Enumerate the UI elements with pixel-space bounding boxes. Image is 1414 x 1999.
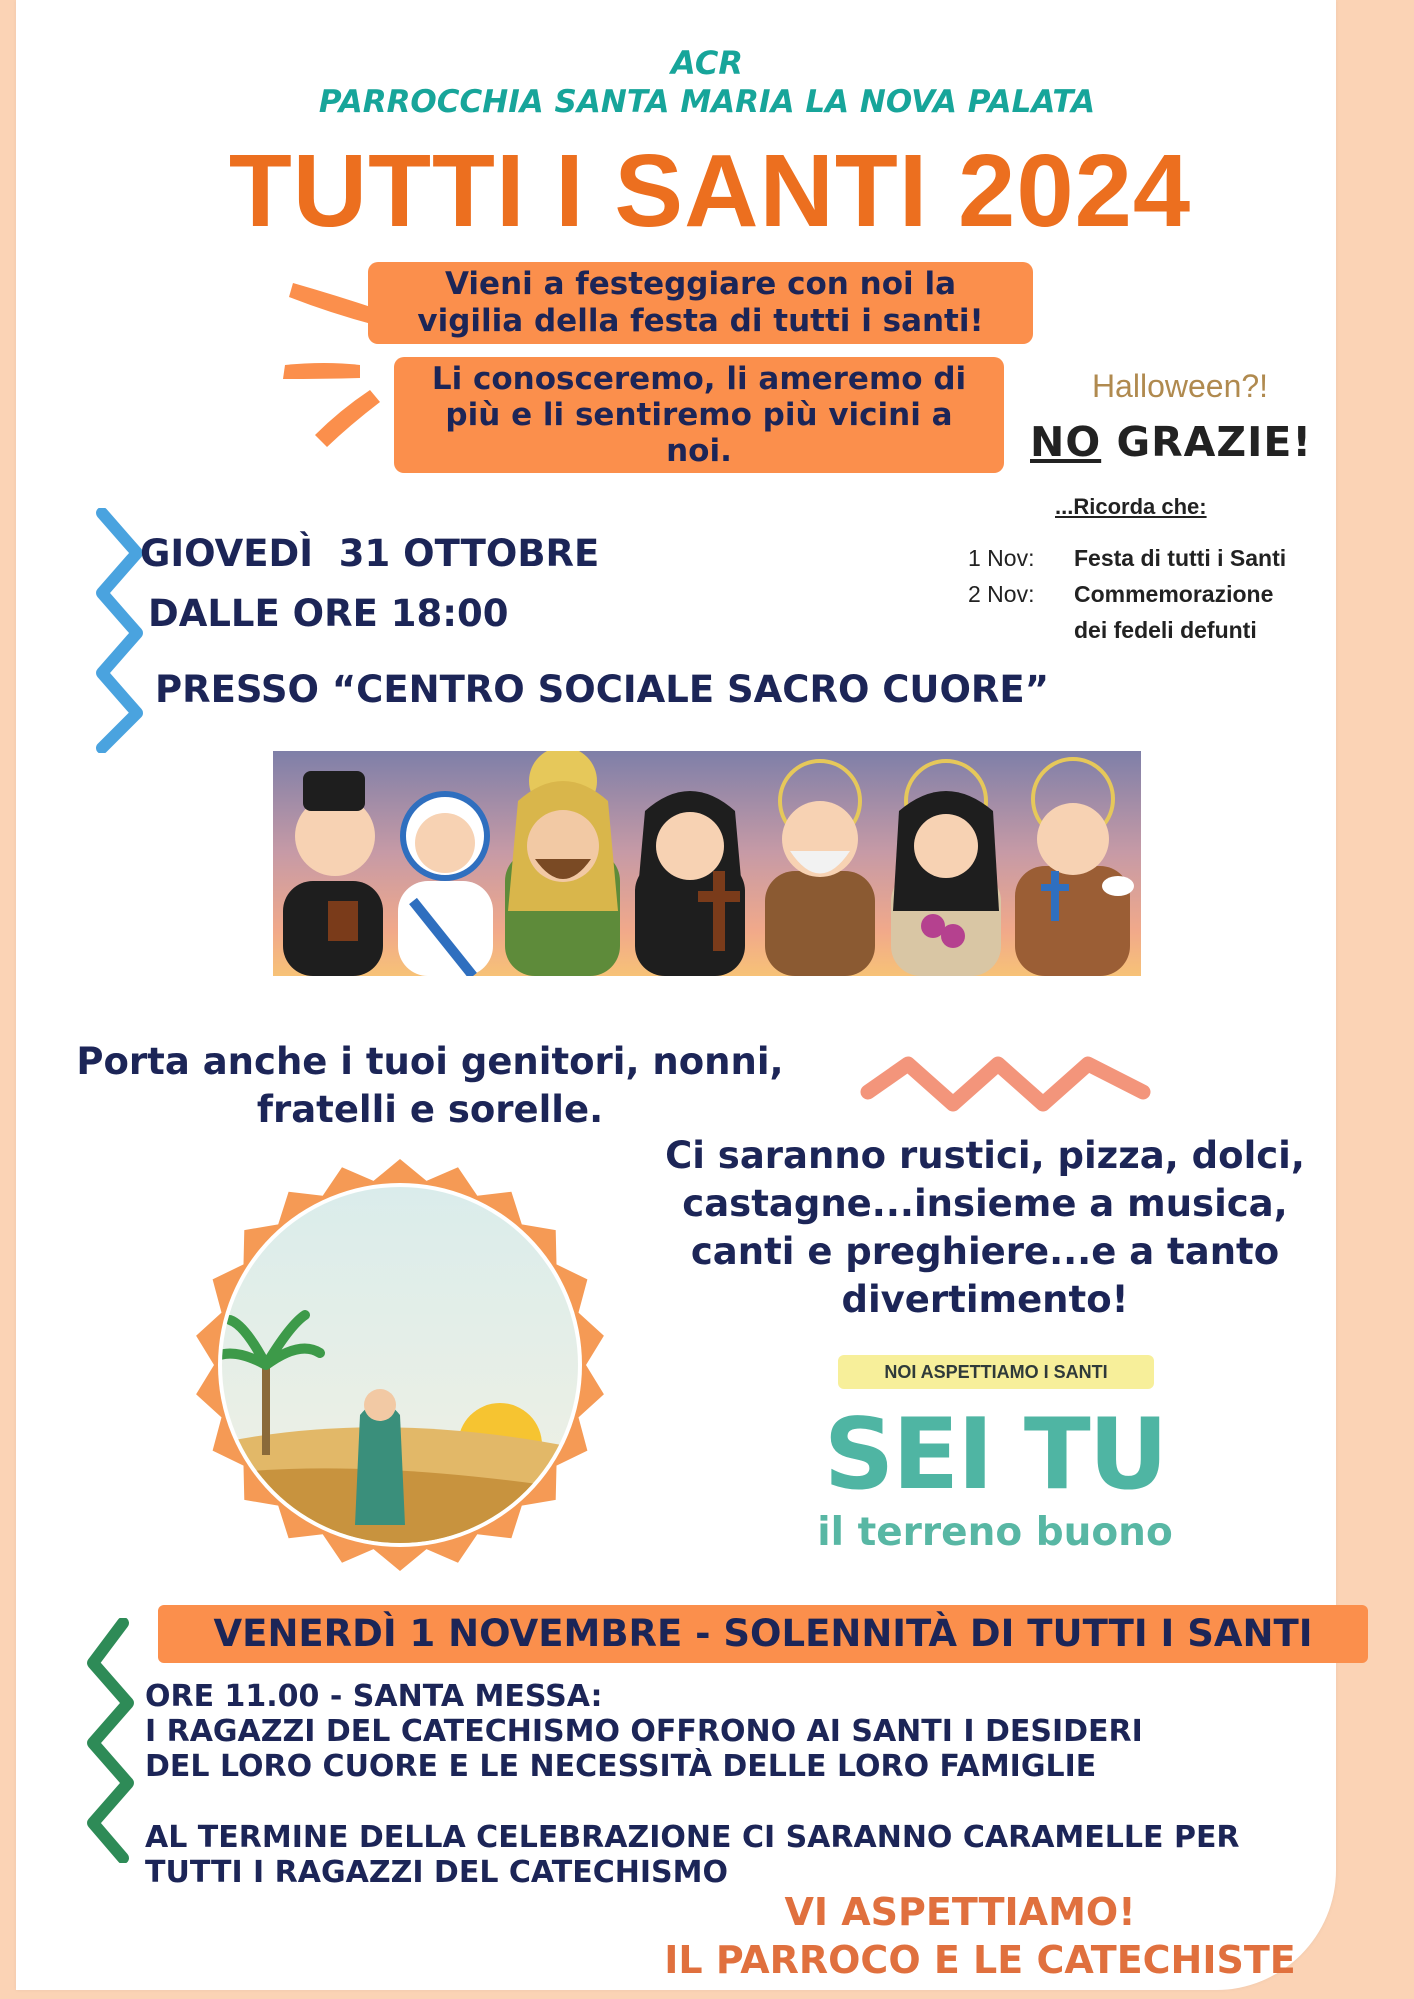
- no-thanks-text: [1030, 418, 1340, 466]
- green-zigzag-decoration: [78, 1618, 148, 1863]
- remember-item: [968, 576, 1286, 612]
- closing-line-2: IL PARROCO E LE CATECHISTE: [664, 1938, 1296, 1982]
- family-line-1: Porta anche i tuoi genitori, nonni,: [76, 1040, 784, 1083]
- remember-text: Commemorazione: [1074, 581, 1274, 607]
- mass-time: ORE 11.00 - SANTA MESSA:: [145, 1679, 603, 1714]
- activities-line-3: canti e preghiere...e a tanto: [690, 1230, 1280, 1273]
- saints-illustration: [273, 751, 1141, 976]
- event-time: DALLE ORE 18:00: [148, 592, 509, 635]
- remember-item: [968, 612, 1286, 648]
- activities-line-4: divertimento!: [841, 1278, 1129, 1321]
- activities-text: [640, 1132, 1330, 1324]
- invite-line-2: vigilia della festa di tutti i santi!: [417, 303, 984, 339]
- offering-line-1: I RAGAZZI DEL CATECHISMO OFFRONO AI SANTI I DESIDERI: [145, 1714, 1143, 1749]
- remember-item: [968, 540, 1286, 576]
- solemnity-banner: VENERDÌ 1 NOVEMBRE - SOLENNITÀ DI TUTTI I SANTI: [158, 1605, 1368, 1663]
- event-day: GIOVEDÌ 31 OTTOBRE: [140, 532, 600, 575]
- remember-heading: ...Ricorda che:: [1055, 494, 1207, 519]
- activities-line-2: castagne...insieme a musica,: [682, 1182, 1288, 1225]
- remember-date: [968, 612, 1074, 648]
- closing-line-1: VI ASPETTIAMO!: [784, 1890, 1136, 1934]
- remember-list: [968, 540, 1286, 648]
- salmon-zigzag-decoration: [858, 1052, 1158, 1117]
- remember-text: dei fedeli defunti: [1074, 617, 1257, 643]
- page-title: TUTTI I SANTI 2024: [228, 133, 1192, 248]
- spacer: [145, 1784, 1240, 1820]
- remember-text: Festa di tutti i Santi: [1074, 545, 1287, 571]
- parish-name: PARROCCHIA SANTA MARIA LA NOVA PALATA: [318, 84, 1096, 120]
- family-text: [50, 1038, 810, 1134]
- invite-line-4: più e li sentiremo più vicini a: [445, 397, 953, 433]
- sower-illustration: [190, 1155, 610, 1575]
- activities-line-1: Ci saranno rustici, pizza, dolci,: [665, 1134, 1305, 1177]
- saint-figure: [891, 761, 1001, 976]
- halloween-question: Halloween?!: [1091, 368, 1269, 404]
- logo-sub: il terreno buono: [817, 1510, 1173, 1555]
- invite-line-3: Li conosceremo, li ameremo di: [431, 361, 967, 397]
- event-place: PRESSO “CENTRO SOCIALE SACRO CUORE”: [155, 668, 1050, 711]
- no-word: NO: [1030, 418, 1102, 466]
- candies-line-1: AL TERMINE DELLA CELEBRAZIONE CI SARANNO CARAMELLE PER: [145, 1820, 1240, 1855]
- solemnity-details: [145, 1679, 1240, 1890]
- remember-date: 1 Nov:: [968, 545, 1035, 571]
- invite-line-5: noi.: [666, 433, 732, 469]
- org-name: ACR: [671, 44, 743, 82]
- family-line-2: fratelli e sorelle.: [256, 1088, 604, 1131]
- grazie-word: GRAZIE!: [1101, 418, 1313, 466]
- logo-main: SEI TU: [823, 1398, 1167, 1512]
- logo-tag: NOI ASPETTIAMO I SANTI: [838, 1355, 1154, 1389]
- invite-box-2: [394, 357, 1004, 473]
- saint-figure: [635, 791, 745, 976]
- candies-line-2: TUTTI I RAGAZZI DEL CATECHISMO: [145, 1855, 728, 1890]
- invite-box-1: [368, 262, 1033, 344]
- invite-line-1: Vieni a festeggiare con noi la: [444, 266, 956, 302]
- offering-line-2: DEL LORO CUORE E LE NECESSITÀ DELLE LORO FAMIGLIE: [145, 1749, 1097, 1784]
- remember-date: 2 Nov:: [968, 581, 1035, 607]
